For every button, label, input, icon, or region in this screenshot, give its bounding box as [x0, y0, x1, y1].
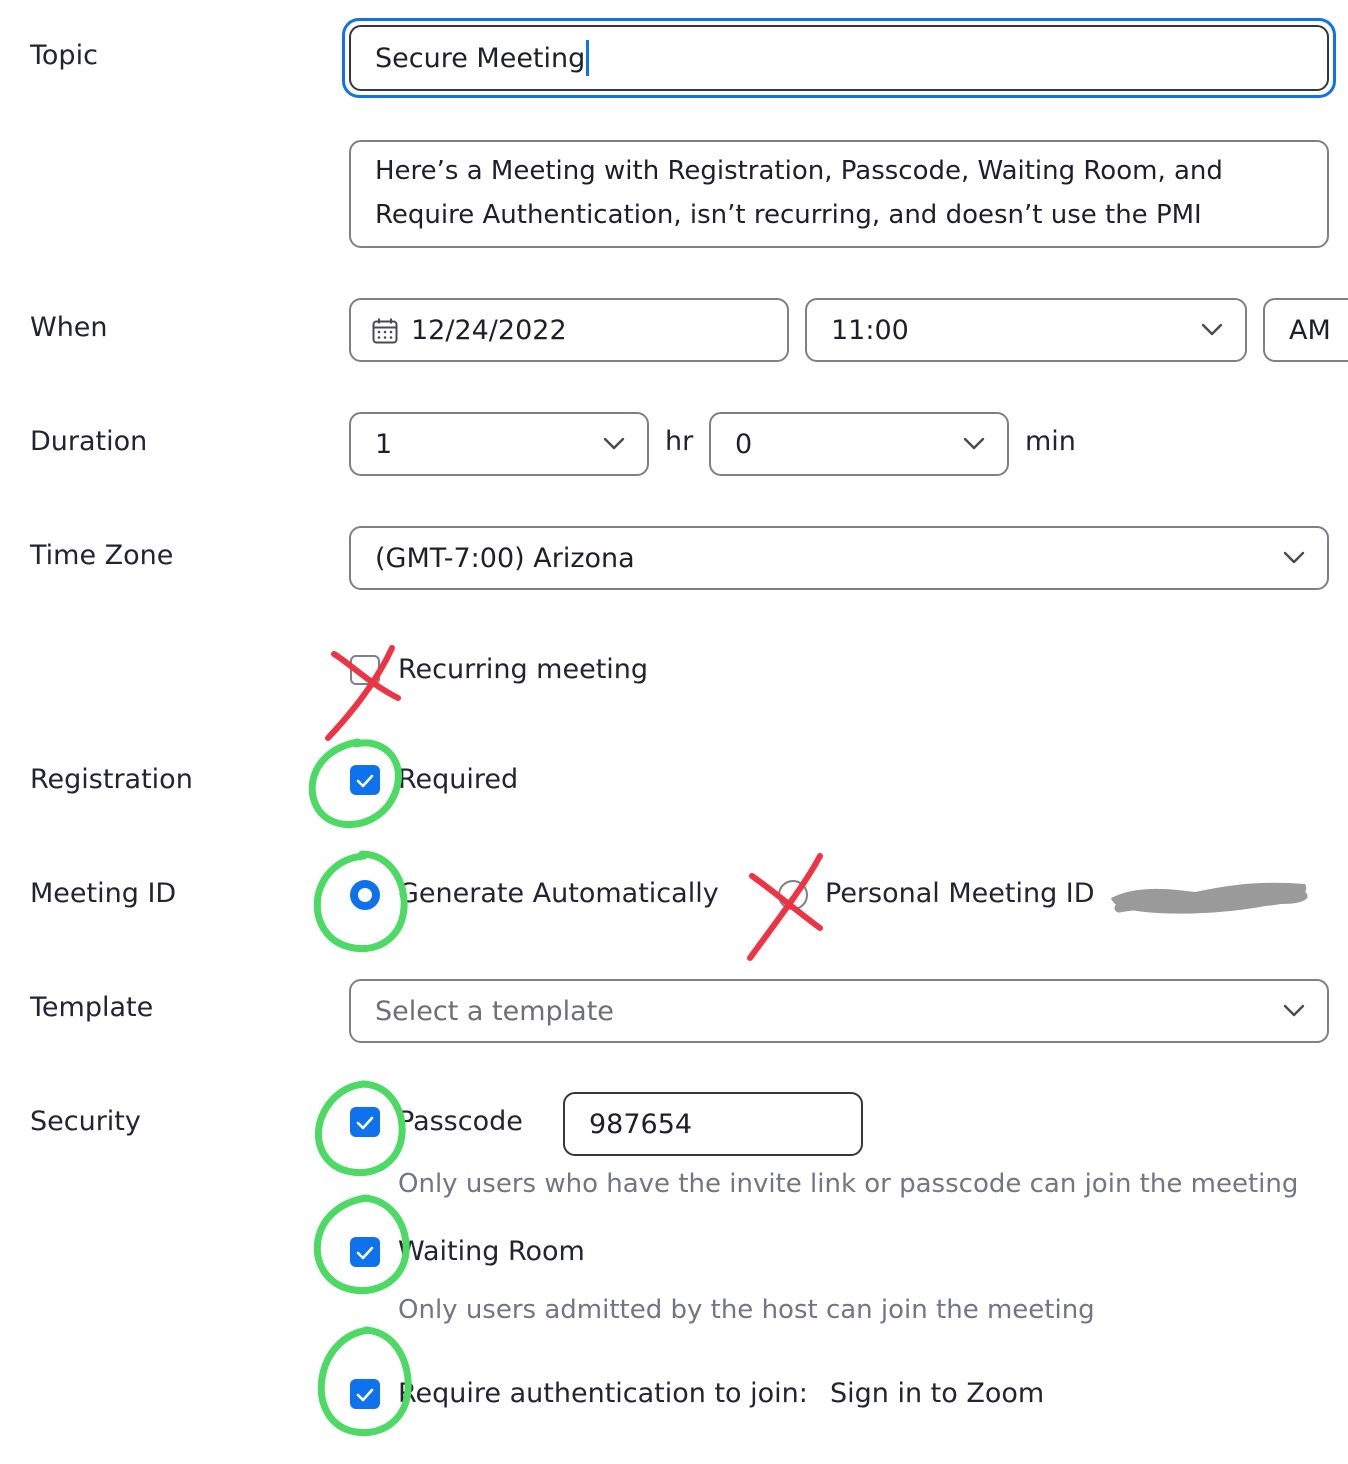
- personal-meeting-id-radio[interactable]: [778, 880, 808, 910]
- chevron-down-icon: [1283, 551, 1305, 565]
- require-auth-checkbox[interactable]: [350, 1379, 380, 1409]
- check-icon: [356, 773, 374, 787]
- topic-value: Secure Meeting: [375, 42, 586, 74]
- template-select[interactable]: [349, 979, 1329, 1043]
- registration-label: Registration: [30, 764, 193, 795]
- ampm-select[interactable]: [1263, 298, 1348, 362]
- duration-minutes-unit: min: [1025, 426, 1076, 457]
- topic-input[interactable]: [349, 25, 1329, 91]
- check-icon: [356, 1115, 374, 1129]
- waiting-room-label: Waiting Room: [398, 1236, 585, 1267]
- recurring-label: Recurring meeting: [398, 654, 649, 685]
- ampm-value: AM: [1289, 314, 1331, 346]
- calendar-icon: [371, 317, 399, 345]
- chevron-down-icon: [1283, 1004, 1305, 1018]
- passcode-checkbox[interactable]: [350, 1107, 380, 1137]
- generate-automatically-radio[interactable]: [350, 880, 380, 910]
- description-line-2: Require Authentication, isn’t recurring, and doesn’t use the PMI: [375, 200, 1202, 230]
- timezone-label: Time Zone: [30, 540, 174, 571]
- duration-minutes-select[interactable]: [709, 412, 1009, 476]
- time-select[interactable]: [805, 298, 1247, 362]
- time-value: 11:00: [831, 314, 909, 346]
- chevron-down-icon: [963, 437, 985, 451]
- when-label: When: [30, 312, 108, 343]
- passcode-input[interactable]: [563, 1092, 863, 1156]
- waiting-room-checkbox[interactable]: [350, 1237, 380, 1267]
- date-picker[interactable]: [349, 298, 789, 362]
- personal-meeting-id-label: Personal Meeting ID: [825, 878, 1095, 909]
- recurring-checkbox[interactable]: [350, 655, 380, 685]
- template-label: Template: [30, 992, 154, 1023]
- duration-label: Duration: [30, 426, 148, 457]
- check-icon: [356, 1387, 374, 1401]
- passcode-label: Passcode: [398, 1106, 523, 1137]
- description-line-1: Here’s a Meeting with Registration, Passcode, Waiting Room, and: [375, 156, 1223, 186]
- registration-option-label: Required: [398, 764, 519, 795]
- chevron-down-icon: [603, 437, 625, 451]
- date-value: 12/24/2022: [411, 314, 567, 346]
- passcode-value: 987654: [589, 1108, 693, 1140]
- security-label: Security: [30, 1106, 141, 1137]
- meeting-id-label: Meeting ID: [30, 878, 177, 909]
- registration-checkbox[interactable]: [350, 765, 380, 795]
- timezone-select[interactable]: [349, 526, 1329, 590]
- passcode-hint: Only users who have the invite link or passcode can join the meeting: [398, 1169, 1299, 1199]
- redaction-scribble: [1105, 872, 1315, 922]
- duration-hours-unit: hr: [665, 426, 694, 457]
- template-placeholder: Select a template: [375, 995, 614, 1027]
- duration-hours-select[interactable]: [349, 412, 649, 476]
- require-auth-label: Require authentication to join:: [398, 1378, 808, 1409]
- waiting-room-hint: Only users admitted by the host can join the meeting: [398, 1295, 1095, 1325]
- chevron-down-icon: [1201, 323, 1223, 337]
- timezone-value: (GMT-7:00) Arizona: [375, 542, 635, 574]
- duration-minutes-value: 0: [735, 428, 753, 460]
- check-icon: [356, 1245, 374, 1259]
- text-cursor: [586, 40, 589, 76]
- require-auth-value[interactable]: Sign in to Zoom: [830, 1378, 1045, 1409]
- topic-label: Topic: [30, 40, 98, 71]
- generate-automatically-label: Generate Automatically: [398, 878, 719, 909]
- duration-hours-value: 1: [375, 428, 393, 460]
- description-textarea[interactable]: [349, 140, 1329, 248]
